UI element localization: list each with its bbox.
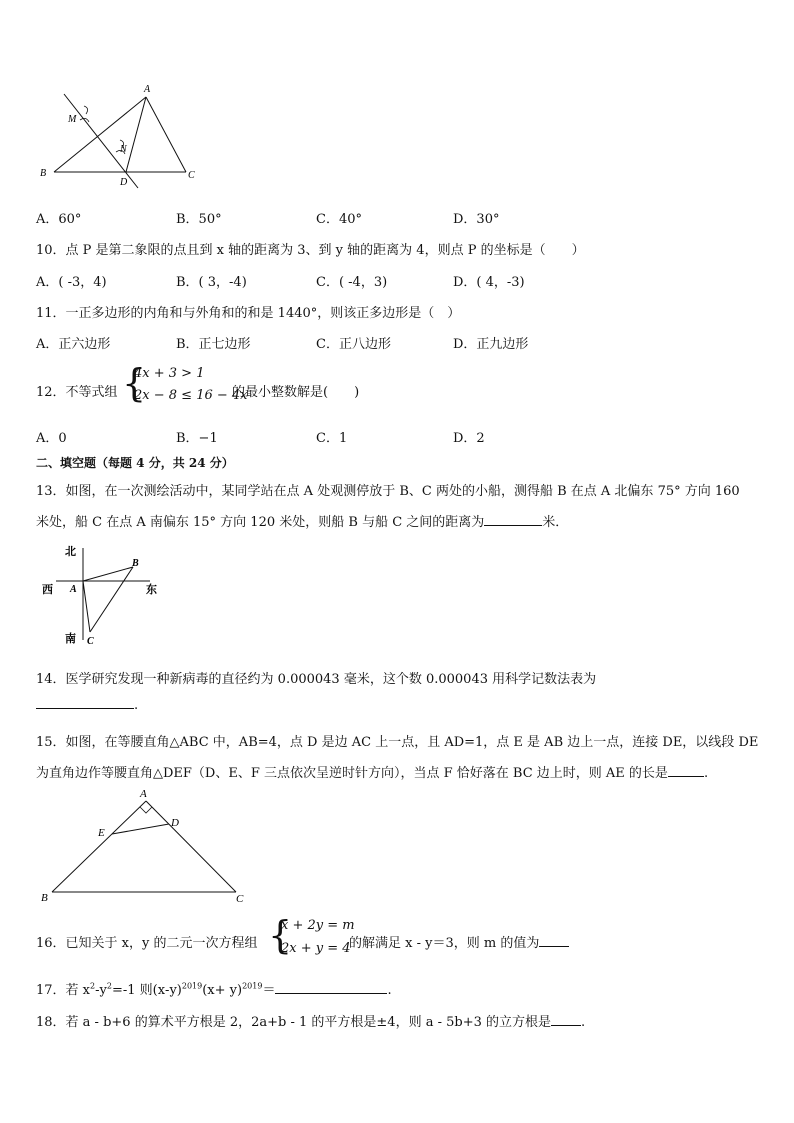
q18-text-main: 18．若 a ‑ b+6 的算术平方根是 2，2a+b ‑ 1 的平方根是±4，则 a ‑ 5b+3 的立方根是 (36, 1015, 551, 1030)
q17-exp-2019-b: 2019 (242, 981, 263, 991)
q17-text-e: ＝ (262, 983, 276, 998)
fig15-label-A: A (140, 788, 147, 800)
fig9-label-C: C (188, 170, 195, 181)
q13-line-1: 13．如图，在一次测绘活动中，某同学站在点 A 处观测停放于 B、C 两处的小船，测得船 B 在点 A 北偏东 75° 方向 160 (36, 484, 740, 499)
q18-text (36, 1011, 585, 1030)
q16-prefix: 16．已知关于 x，y 的二元一次方程组 (36, 936, 258, 951)
q17-text-a: 17．若 x (36, 983, 91, 998)
fig13-label-C: C (87, 636, 94, 647)
q12-suffix: 的最小整数解是( ) (232, 385, 360, 400)
q15-line-1: 15．如图，在等腰直角△ABC 中，AB=4，点 D 是边 AC 上一点，且 AD=1，点 E 是 AB 边上一点，连接 DE，以线段 DE (36, 735, 759, 750)
q17-exp-y: 2 (106, 981, 112, 991)
q11-option-c[interactable]: C．正八边形 (316, 337, 391, 352)
fig13-label-B: B (132, 558, 139, 569)
q14-line-2 (36, 698, 138, 713)
q16-brace: { (268, 913, 293, 957)
q13-answer-blank[interactable] (484, 525, 542, 526)
q17-exp-x: 2 (90, 981, 96, 991)
q16-equation-2: 2x + y = 4 (281, 941, 351, 956)
q14-line-2-end: . (134, 698, 139, 713)
q9-option-c[interactable]: C．40° (316, 212, 362, 227)
q12-option-d[interactable]: D．2 (453, 431, 485, 446)
q11-option-d[interactable]: D．正九边形 (453, 337, 529, 352)
q16-suffix: 的解满足 x ‑ y＝3，则 m 的值为 (349, 936, 540, 951)
q9-figure (36, 80, 206, 190)
q9-option-a[interactable]: A．60° (36, 212, 82, 227)
fig9-label-A: A (144, 84, 151, 95)
q13-line-2-text: 米处，船 C 在点 A 南偏东 15° 方向 120 米处，则船 B 与船 C 之间的距离为 (36, 515, 485, 530)
q15-answer-blank[interactable] (668, 776, 704, 777)
q14-answer-blank[interactable] (36, 708, 134, 709)
q15-line-2-end: . (703, 766, 709, 781)
q17-text (36, 979, 392, 998)
q18-answer-blank[interactable] (551, 1025, 581, 1026)
q10-text: 10．点 P 是第二象限的点且到 x 轴的距离为 3、到 y 轴的距离为 4，则点 P 的坐标是（ ） (36, 243, 585, 258)
q16-equation-1: x + 2y = m (281, 918, 355, 933)
q10-option-a[interactable]: A．( ‑3，4) (36, 275, 107, 290)
q10-option-d[interactable]: D．( 4，‑3) (453, 275, 525, 290)
fig13-north: 北 (65, 546, 76, 558)
q17-exp-2019-a: 2019 (181, 981, 203, 991)
fig13-label-A: A (70, 584, 77, 595)
q15-figure (36, 784, 256, 906)
q17-answer-blank[interactable] (275, 993, 387, 994)
q15-line-2 (36, 762, 708, 781)
q16-suffix-line (349, 932, 569, 951)
q9-option-b[interactable]: B．50° (176, 212, 222, 227)
q13-line-2 (36, 511, 568, 530)
fig13-west: 西 (42, 584, 53, 596)
q13-figure (38, 540, 168, 648)
q17-text-c: =‑1 则(x‑y) (111, 983, 182, 998)
q17-text-b: ‑y (95, 983, 107, 998)
q9-option-d[interactable]: D．30° (453, 212, 500, 227)
fig13-south: 南 (65, 633, 76, 645)
q12-option-a[interactable]: A．0 (36, 431, 67, 446)
q10-option-c[interactable]: C．( ‑4，3) (316, 275, 388, 290)
q12-inequality-1: 4x + 3 > 1 (134, 366, 205, 381)
fig9-label-N: N (120, 144, 127, 155)
fig15-label-C: C (236, 893, 244, 905)
section-heading-fill-blank: 二、填空题（每题 4 分，共 24 分） (36, 456, 234, 470)
q12-option-c[interactable]: C．1 (316, 431, 348, 446)
q12-brace: { (122, 361, 147, 405)
q11-option-a[interactable]: A．正六边形 (36, 337, 111, 352)
q12-prefix: 12．不等式组 (36, 385, 118, 400)
q17-text-d: (x+ y) (202, 983, 243, 998)
q12-option-b[interactable]: B．−1 (176, 431, 218, 446)
q13-line-2-end: 米． (542, 515, 569, 530)
q14-line-1: 14．医学研究发现一种新病毒的直径约为 0.000043 毫米，这个数 0.000043 用科学记数法表为 (36, 672, 597, 687)
fig15-label-E: E (98, 827, 105, 839)
q11-option-b[interactable]: B．正七边形 (176, 337, 251, 352)
fig9-label-M: M (68, 114, 77, 125)
q16-answer-blank[interactable] (539, 946, 569, 947)
q17-end: . (387, 983, 392, 998)
q15-line-2-text: 为直角边作等腰直角△DEF（D、E、F 三点依次呈逆时针方向），当点 F 恰好落在 BC 边上时，则 AE 的长是 (36, 766, 668, 781)
fig9-label-D: D (120, 177, 128, 188)
fig13-east: 东 (146, 584, 157, 596)
fig15-label-B: B (41, 892, 48, 904)
q18-end: . (581, 1015, 586, 1030)
fig15-label-D: D (171, 817, 179, 829)
q12-inequality-2: 2x − 8 ≤ 16 − 4x (134, 388, 248, 403)
q10-option-b[interactable]: B．( 3，‑4) (176, 275, 247, 290)
q11-text: 11．一正多边形的内角和与外角和的和是 1440°，则该正多边形是（ ） (36, 306, 461, 321)
fig9-label-B: B (40, 168, 47, 179)
